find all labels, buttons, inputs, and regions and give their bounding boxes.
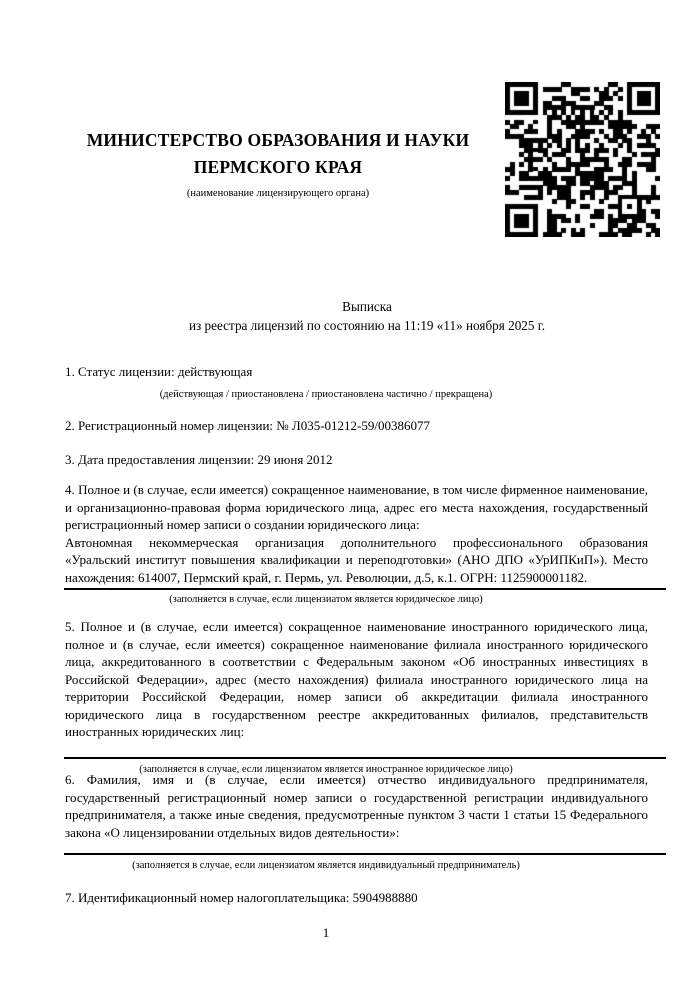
legal-entity-caption: (заполняется в случае, если лицензиатом является юридическое лицо) — [169, 594, 483, 605]
field-license-status: 1. Статус лицензии: действующая — [65, 364, 253, 379]
foreign-entity-caption: (заполняется в случае, если лицензиатом является иностранное юридическое лицо) — [139, 763, 513, 775]
qr-code — [505, 82, 660, 237]
section-legal-entity — [65, 481, 648, 606]
document-title — [65, 297, 669, 335]
field-grant-date: 3. Дата предоставления лицензии: 29 июня 2012 — [65, 452, 333, 467]
legal-entity-fill-line — [64, 588, 666, 590]
entrepreneur-caption: (заполняется в случае, если лицензиатом является индивидуальный предприниматель) — [132, 860, 520, 871]
field-registration-number: 2. Регистрационный номер лицензии: № Л035-01212-59/00386077 — [65, 418, 431, 433]
document-title-line1: Выписка — [342, 299, 392, 314]
section-entrepreneur — [65, 771, 648, 872]
foreign-entity-label: 5. Полное и (в случае, если имеется) сокращенное наименование иностранного юридического лица, полное и (в случае, если имеется) сокращенное наименование филиала иностранного юридического лица, аккредитованного в соответствии с Федеральным законом «Об иностранных инвестициях в Российской Федерации», адрес (место нахождения) филиала иностранного юридического лица на территории Российской Федерации, номер записи об аккредитации филиала иностранного юридического лица в государственном реестре аккредитованных филиалов, представительств иностранных юридических лиц: — [65, 619, 648, 739]
section-foreign-entity — [65, 618, 648, 776]
entrepreneur-fill-line — [64, 853, 666, 855]
field-taxpayer-number: 7. Идентификационный номер налогоплательщика: 5904988880 — [65, 890, 418, 905]
page-number: 1 — [322, 925, 330, 940]
ministry-name-caption: (наименование лицензирующего органа) — [186, 188, 370, 199]
entrepreneur-label: 6. Фамилия, имя и (в случае, если имеется) отчество индивидуального предпринимателя, государственный регистрационный номер записи о государственной регистрации индивидуального предпринимателя, а также иные сведения, предусмотренные пунктом 3 части 1 статьи 15 Федерального закона «О лицензировании отдельных видов деятельности»: — [65, 772, 648, 840]
legal-entity-value: Автономная некоммерческая организация дополнительного профессионального образования «Уральский институт повышения квалификации и переподготовки» (АНО ДПО «УрИПКиП»). Место нахождения: 614007, Пермский край, г. Пермь, ул. Революции, д.5, к.1. ОГРН: 1125900001182. — [65, 534, 648, 585]
ministry-name-line2: ПЕРМСКОГО КРАЯ — [193, 157, 363, 177]
field-license-status-caption: (действующая / приостановлена / приостановлена частично / прекращена) — [159, 389, 493, 400]
foreign-entity-fill-line — [64, 757, 666, 759]
document-title-line2: из реестра лицензий по состоянию на 11:19 «11» ноября 2025 г. — [188, 318, 546, 333]
legal-entity-label: 4. Полное и (в случае, если имеется) сокращенное наименование, в том числе фирменное наименование, и организационно-правовая форма юридического лица, адрес его места нахождения, государственный регистрационный номер записи о создании юридического лица: — [65, 482, 648, 532]
ministry-name-line1: МИНИСТЕРСТВО ОБРАЗОВАНИЯ И НАУКИ — [86, 130, 470, 150]
ministry-header — [65, 127, 491, 200]
